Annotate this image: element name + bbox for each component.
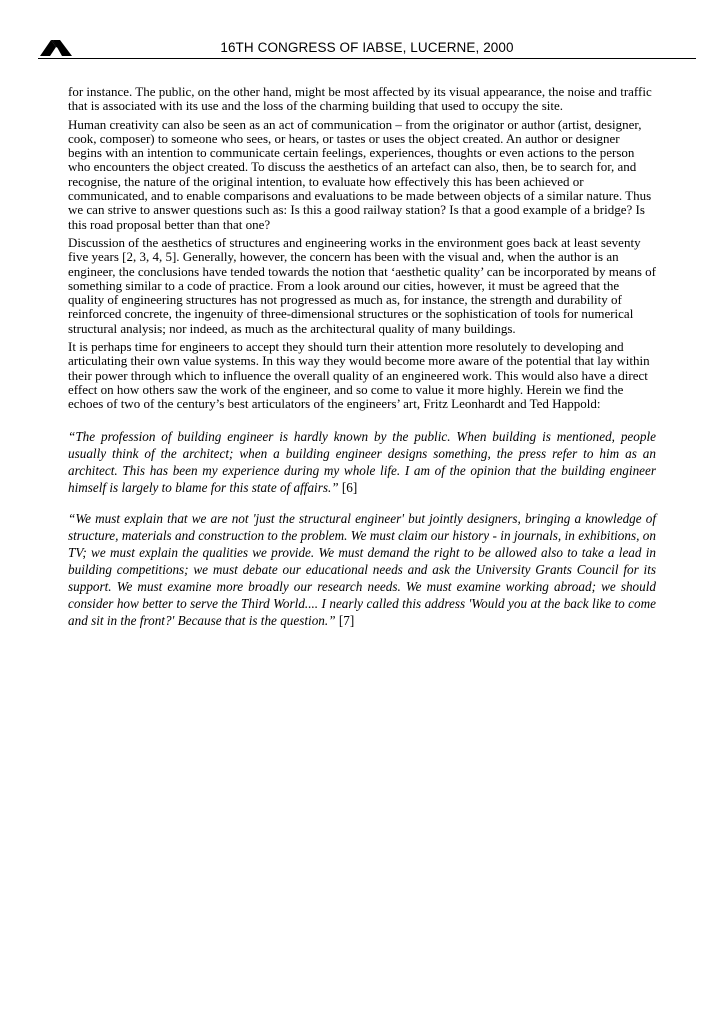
citation-ref: [7] bbox=[335, 612, 355, 628]
paragraph: for instance. The public, on the other hand, might be most affected by its visual appearance, the noise and traffic that is associated with its use and the loss of the charming building that used to occupy the site. bbox=[68, 84, 652, 114]
citation-ref: [6] bbox=[338, 479, 358, 495]
body-text bbox=[68, 85, 656, 629]
paragraph: It is perhaps time for engineers to accept they should turn their attention more resolutely to developing and articulating their own value systems. In this way they would become more aware of the potential that lay within their power through which to influence the overall quality of an engineered work. This would also have a direct effect on how others saw the work of the engineer, and so come to value it more highly. Herein we find the echoes of two of the century’s best articulators of the engineers’ art, Fritz Leonhardt and Ted Happold: bbox=[68, 339, 650, 412]
quote-text: “We must explain that we are not 'just the structural engineer' but jointly designers, bringing a knowledge of structure, materials and construction to the problem. We must claim our history - in journals, in exhibitions, on TV; we must explain the qualities we provide. We must demand the right to be allowed also to take a lead in building competitions; we must debate our educational needs and ask the University Grants Council for its support. We must examine more broadly our research needs. We must examine working abroad; we should consider how better to serve the Third World.... I nearly called this address 'Would you at the back like to come and sit in the front?' Because that is the question.” bbox=[68, 510, 656, 628]
leonhardt-quote bbox=[68, 428, 656, 496]
paragraph: Human creativity can also be seen as an act of communication – from the originator or author (artist, designer, cook, composer) to someone who sees, or hears, or tastes or uses the object created. An author or designer begins with an intention to communicate certain feelings, experiences, thoughts or even actions to the person who encounters the object created. To discuss the aesthetics of an artefact can also, then, be to search for, and recognise, the nature of the original intention, to evaluate how effectively this has been achieved or communicated, and to enable comparisons and evaluations to be made between objects of a similar nature. Thus we can strive to answer questions such as: Is this a good railway station? Is that a good example of a bridge? Is this road proposal better than that one? bbox=[68, 116, 652, 232]
quote-text: “The profession of building engineer is hardly known by the public. When building is mentioned, people usually think of the architect; when a building engineer designs something, the press refer to him as an architect. This has been my experience during my whole life. I am of the opinion that the building engineer himself is largely to blame for this state of affairs.” bbox=[68, 428, 656, 495]
header-title: 16TH CONGRESS OF IABSE, LUCERNE, 2000 bbox=[220, 40, 514, 55]
happold-quote bbox=[68, 510, 656, 629]
paragraph: Discussion of the aesthetics of structures and engineering works in the environment goes back at least seventy five years [2, 3, 4, 5]. Generally, however, the concern has been with the visual and, when the author is an engineer, the conclusions have tended towards the notion that ‘aesthetic quality’ can be incorporated by means of something similar to a code of practice. From a look around our cities, however, it must be agreed that the quality of engineering structures has not progressed as much as, for instance, the strength and durability of reinforced concrete, the ingenuity of three-dimensional structures or the sophistication of tools for numerical structural analysis; nor indeed, as much as the architectural quality of many buildings. bbox=[68, 234, 657, 336]
page-header bbox=[38, 34, 696, 59]
